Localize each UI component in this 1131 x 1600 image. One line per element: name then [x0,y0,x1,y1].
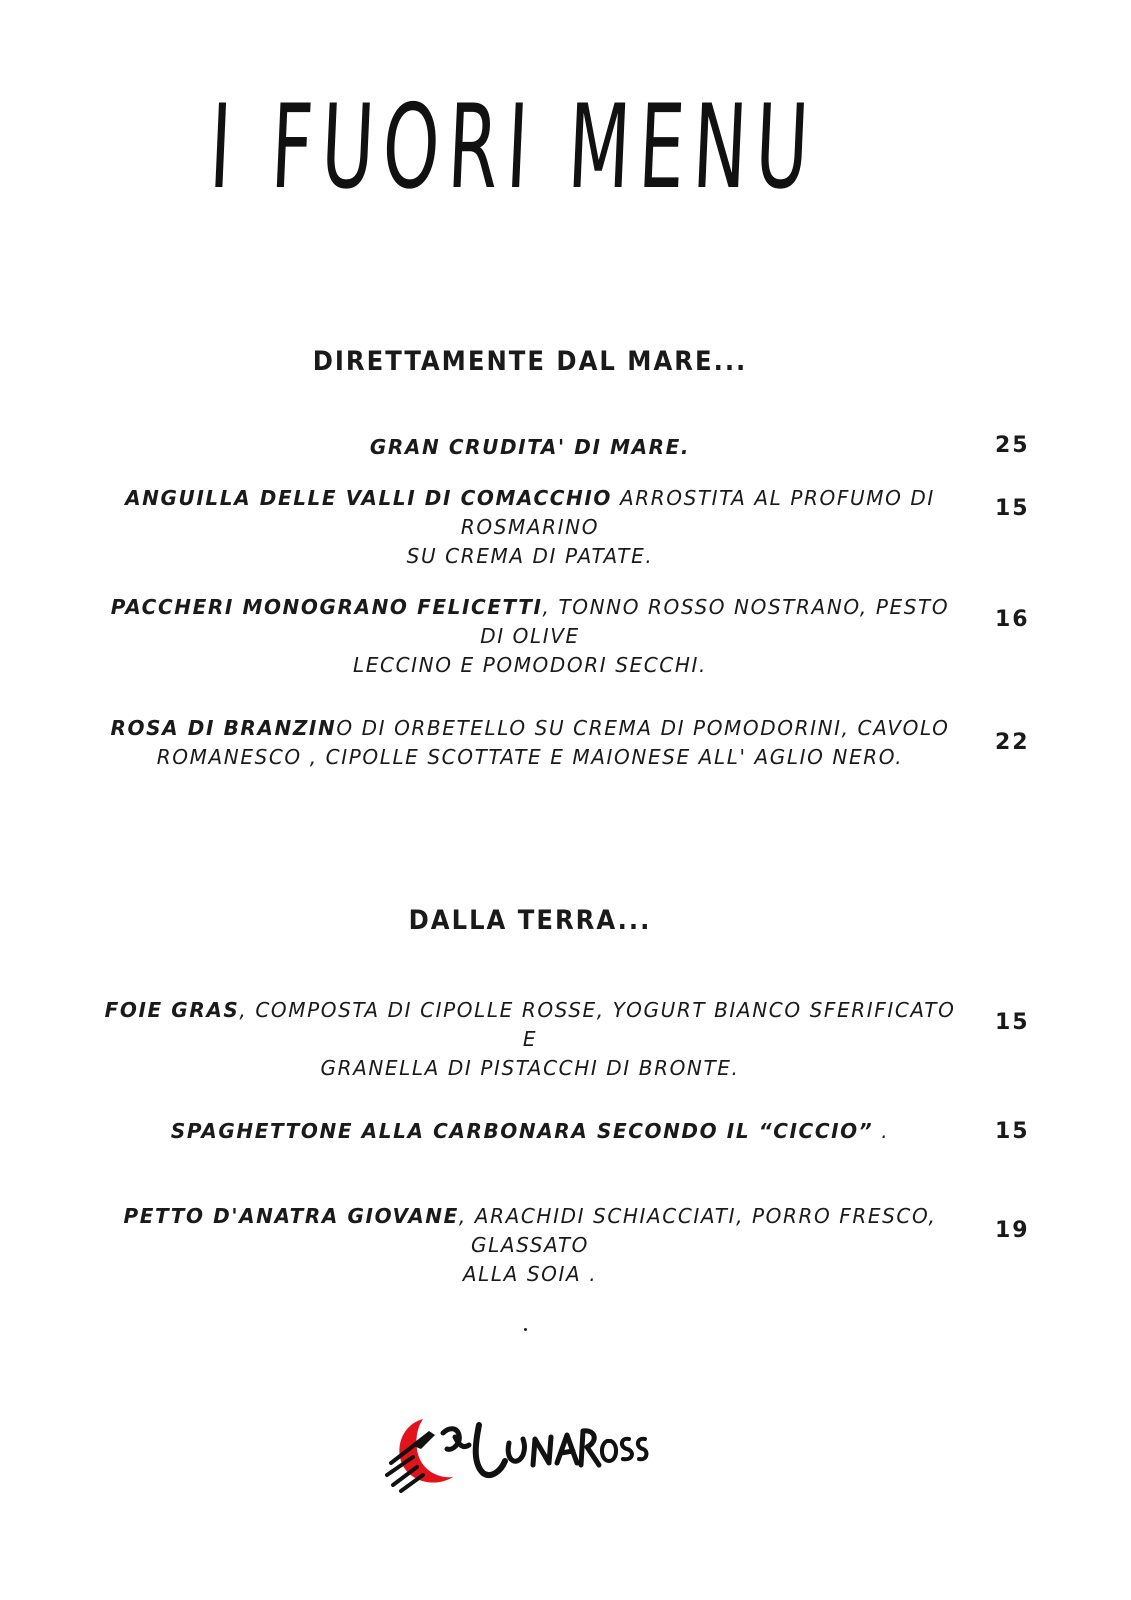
menu-item-price: 15 [995,1119,1030,1144]
menu-item-price: 22 [995,730,1030,755]
menu-item-detail: , ARACHIDI SCHIACCIATI, PORRO FRESCO, GLASSATO [458,1204,937,1257]
menu-item-price: 19 [995,1218,1030,1243]
menu-item-name: FOIE GRAS [104,998,240,1022]
menu-item-detail: GRANELLA DI PISTACCHI DI BRONTE. [320,1056,740,1080]
footer-dot [524,1328,527,1331]
menu-item-detail: ROMANESCO , CIPOLLE SCOTTATE E MAIONESE ALL' AGLIO NERO. [156,745,904,769]
menu-item-description [95,484,965,571]
menu-item-detail: ARROSTITA AL PROFUMO DI ROSMARINO [460,486,935,539]
menu-item-name: SPAGHETTONE ALLA CARBONARA SECONDO IL “CICCIO” [170,1119,874,1143]
section-heading-mare: DIRETTAMENTE DAL MARE... [312,346,748,377]
menu-item-detail: LECCINO E POMODORI SECCHI. [353,653,707,677]
menu-item-price: 25 [995,433,1030,458]
logo-wordmark [443,1425,646,1475]
menu-item-name: PETTO D'ANATRA GIOVANE [123,1204,459,1228]
menu-item-description [95,433,965,462]
page-title: I FUORI MENU [207,80,820,215]
menu-item-price: 16 [995,607,1030,632]
menu-item-name: ROSA DI BRANZIN [110,716,337,740]
menu-item-name: PACCHERI MONOGRANO FELICETTI [110,595,543,619]
menu-item-description [95,593,965,680]
menu-item-description [95,996,965,1083]
menu-item-price: 15 [995,1010,1030,1035]
menu-item-description [95,714,965,772]
menu-item-description [95,1202,965,1289]
menu-item-detail: , TONNO ROSSO NOSTRANO, PESTO DI OLIVE [480,595,950,648]
menu-item-detail: . [873,1119,890,1143]
menu-item-detail: SU CREMA DI PATATE. [406,544,654,568]
menu-item-name: ANGUILLA DELLE VALLI DI COMACCHIO [125,486,612,510]
menu-item-price: 15 [995,496,1030,521]
menu-item-name: GRAN CRUDITA' DI MARE. [369,435,691,459]
menu-item-description [95,1117,965,1146]
section-heading-terra: DALLA TERRA... [408,905,652,936]
menu-item-detail: , COMPOSTA DI CIPOLLE ROSSE, YOGURT BIANCO SFERIFICATO E [239,998,956,1051]
restaurant-logo [383,1405,653,1495]
menu-item-detail: O DI ORBETELLO SU CREMA DI POMODORINI, CAVOLO [336,716,950,740]
menu-item-detail: ALLA SOIA . [462,1262,598,1286]
